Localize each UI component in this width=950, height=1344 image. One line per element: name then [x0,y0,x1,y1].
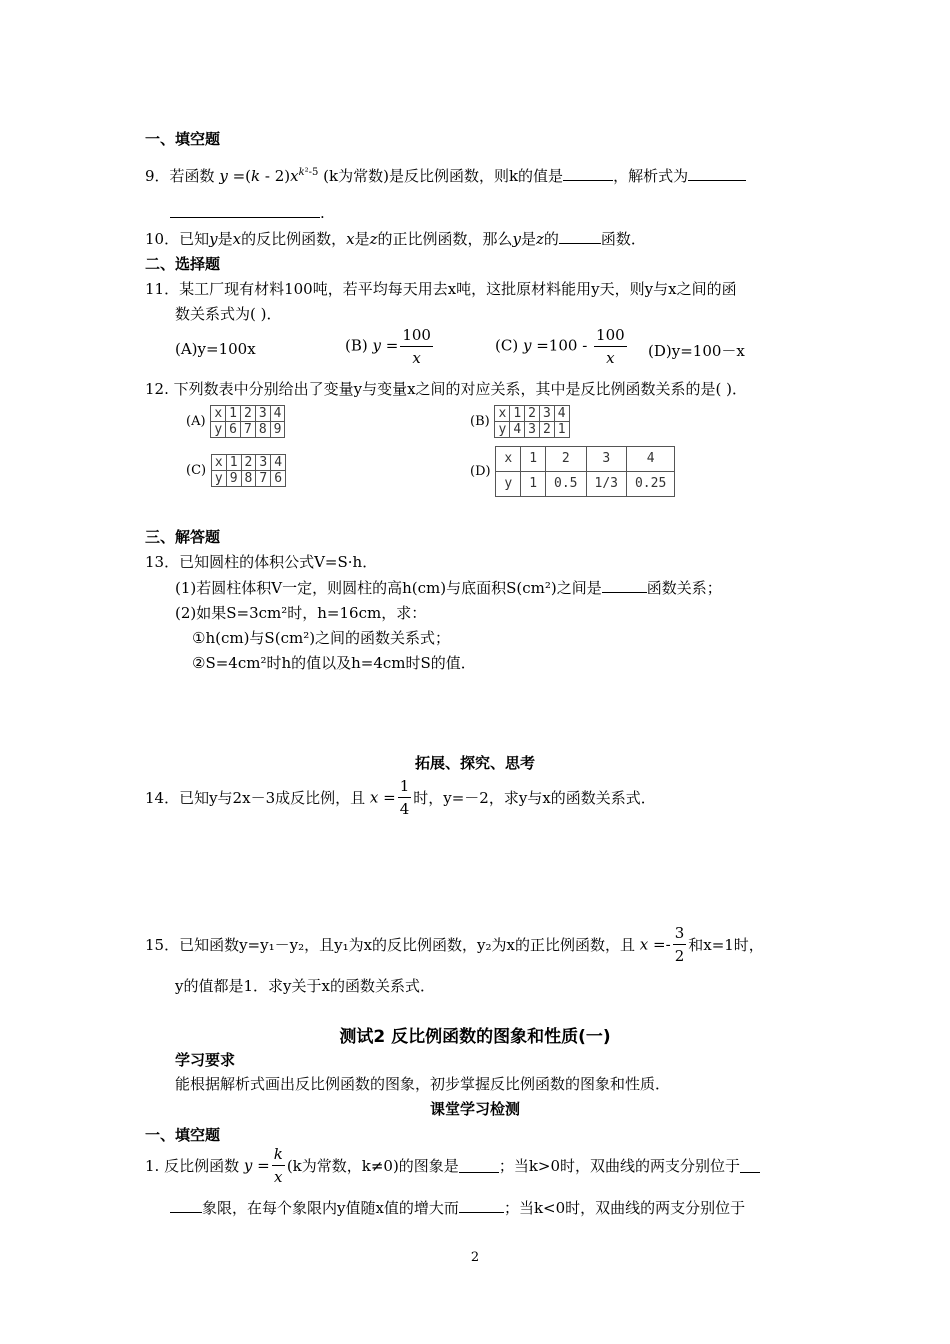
table-cell: 0.5 [546,472,586,497]
table-cell: y [495,422,510,438]
table-cell: 1 [521,472,546,497]
table-cell: 4 [626,447,674,472]
q12-option-c[interactable] [186,454,286,487]
table-cell: 6 [271,471,286,487]
section-title-answer: 三、解答题 [145,528,221,546]
requirements-title: 学习要求 [175,1051,236,1069]
table-cell: 1/3 [586,472,626,497]
question-9: 9．若函数 $y =(k - 2)x^{k^2-5}$ (k为常数)是反比例函数，则k的值是 ，解析式为 [145,165,746,186]
q1-line2 [170,1197,745,1218]
q11-option-c[interactable]: (C) y =100 - $\frac{100}{x}$ [495,326,625,367]
q9-line2 [170,203,325,222]
q11-option-a[interactable]: (A)y=100x [175,340,256,358]
table-cell: x [211,455,226,471]
frac-numerator: 100 [400,324,433,347]
question-14: 14．已知y与2x－3成反比例，且 x = $\frac{1}{4}$ 时，y=－2，求y与x的函数关系式． [145,777,656,818]
frac-denominator: x [606,349,615,367]
q1-line2b: ；当k<0时，双曲线的两支分别位于 [503,1199,746,1217]
table-cell: x [496,447,521,472]
q9-tail: ，解析式为 [613,167,689,185]
option-label: (A) [186,414,206,429]
frac-numerator: k [272,1143,285,1166]
frac-numerator: 100 [594,324,627,347]
q10-g: 的 [543,230,559,248]
frac-denominator: x [412,349,421,367]
table-c [211,454,286,487]
table-cell: 1 [510,406,525,422]
table-cell: 8 [255,422,270,438]
q9-mid: (k为常数)是反比例函数，则k的值是 [323,167,564,185]
table-cell: 7 [240,422,255,438]
q12-option-b[interactable] [470,405,570,438]
table-cell: 3 [525,422,540,438]
answer-blank[interactable] [459,1198,504,1213]
table-cell: 2 [539,422,554,438]
q11-option-b[interactable]: (B) y = $\frac{100}{x}$ [345,326,431,367]
frac-numerator: 1 [398,775,412,798]
q1-c: ；当k>0时，双曲线的两支分别位于 [498,1157,741,1175]
table-cell: 8 [241,471,256,487]
q13-line2b: 函数关系； [646,579,722,597]
page-number: 2 [470,1250,480,1265]
q1-a: 1. 反比例函数 [145,1157,240,1175]
answer-blank[interactable] [559,229,601,244]
q10-e: 的正比例函数，那么 [377,230,513,248]
table-cell: 1 [554,422,569,438]
table-cell: 1 [521,447,546,472]
option-label: (C) [186,463,207,478]
q10-d: 是 [354,230,370,248]
q11-option-d[interactable]: (D)y=100－x [648,342,745,360]
q10-b: 是 [217,230,233,248]
table-cell: 1 [226,455,241,471]
test-title: 测试2 反比例函数的图象和性质(一) [339,1027,611,1047]
answer-blank[interactable] [602,578,647,593]
question-10: 10．已知y是x的反比例函数，x是z的正比例函数，那么y是z的 函数． [145,230,646,248]
table-cell: 1 [226,406,241,422]
question-15: 15．已知函数y=y₁－y₂，且y₁为x的反比例函数，y₂为x的正比例函数，且 x =- $\frac{3}{2}$ 和x=1时， [145,924,764,965]
question-11-line2: 数关系式为( )． [175,305,282,323]
q10-c: 的反比例函数， [241,230,347,248]
q13-line2 [175,577,722,598]
table-cell: 3 [256,455,271,471]
answer-blank[interactable] [563,166,613,181]
table-cell: x [495,406,510,422]
frac-denominator: 2 [674,947,685,965]
q14-b: 时，y=－2，求y与x的函数关系式． [413,789,656,807]
table-b [494,405,569,438]
frac-denominator: 4 [399,800,410,818]
table-cell: 7 [256,471,271,487]
q11-c-label: (C) [495,336,519,355]
answer-blank[interactable] [688,166,746,181]
table-cell: 4 [270,406,285,422]
table-cell: 4 [271,455,286,471]
table-cell: 4 [554,406,569,422]
q15-line2: y的值都是1．求y关于x的函数关系式． [175,977,435,995]
q12-option-d[interactable] [470,446,675,497]
option-label: (D) [470,464,491,479]
table-cell: 0.25 [626,472,674,497]
question-1: 1. 反比例函数 y = $\frac{k}{x}$ (k为常数，k≠0)的图象是 ；当k>0时，双曲线的两支分别位于 [145,1143,760,1188]
q10-a: 10．已知 [145,230,210,248]
q10-h: 函数． [600,230,646,248]
q13-line5: ②S=4cm²时h的值以及h=4cm时S的值． [192,654,476,672]
explore-title: 拓展、探究、思考 [414,754,535,772]
answer-blank[interactable] [740,1158,760,1173]
option-label: (B) [470,414,490,429]
answer-blank[interactable] [170,203,320,218]
frac-numerator: 3 [673,922,687,945]
answer-blank[interactable] [170,1198,202,1213]
q14-a: 14．已知y与2x－3成反比例，且 [145,789,366,807]
q15-b: 和x=1时， [688,936,764,954]
q9-formula: y [219,167,228,185]
table-cell: 2 [546,447,586,472]
frac-denominator: x [274,1168,283,1186]
table-d [495,446,675,497]
q13-line1: 13．已知圆柱的体积公式V=S·h． [145,553,378,571]
requirements-text: 能根据解析式画出反比例函数的图象，初步掌握反比例函数的图象和性质． [175,1075,671,1093]
table-cell: 2 [525,406,540,422]
table-cell: y [496,472,521,497]
table-cell: 9 [270,422,285,438]
table-cell: y [211,422,226,438]
table-cell: 3 [586,447,626,472]
q13-line3: (2)如果S=3cm²时，h=16cm，求： [175,604,427,622]
table-cell: x [211,406,226,422]
q13-line2a: (1)若圆柱体积V一定，则圆柱的高h(cm)与底面积S(cm²)之间是 [175,579,602,597]
q1-line2a: 象限，在每个象限内y值随x值的增大而 [202,1199,459,1217]
q10-f: 是 [520,230,536,248]
section-title-choice: 二、选择题 [145,255,221,273]
q11-b-label: (B) [345,336,368,355]
question-12: 12. 下列数表中分别给出了变量y与变量x之间的对应关系，其中是反比例函数关系的是( )． [145,380,748,398]
table-cell: 2 [240,406,255,422]
q13-line4: ①h(cm)与S(cm²)之间的函数关系式； [192,629,451,647]
section-title-fill: 一、填空题 [145,130,221,148]
answer-blank[interactable] [459,1158,499,1173]
table-cell: 9 [226,471,241,487]
question-11-line1: 11．某工厂现有材料100吨，若平均每天用去x吨，这批原材料能用y天，则y与x之间的函 [145,280,737,298]
table-cell: 4 [510,422,525,438]
q12-option-a[interactable] [186,405,285,438]
q1-b: (k为常数，k≠0)的图象是 [286,1157,459,1175]
class-title: 课堂学习检测 [429,1100,520,1118]
table-cell: 3 [539,406,554,422]
table-cell: 6 [226,422,241,438]
table-cell: 3 [255,406,270,422]
q15-a: 15．已知函数y=y₁－y₂，且y₁为x的反比例函数，y₂为x的正比例函数，且 [145,936,636,954]
table-cell: 2 [241,455,256,471]
q9-number: 9．若函数 [145,167,215,185]
table-cell: y [211,471,226,487]
table-a [210,405,285,438]
section-title-fill-2: 一、填空题 [145,1126,221,1144]
q9-end: . [320,204,325,222]
